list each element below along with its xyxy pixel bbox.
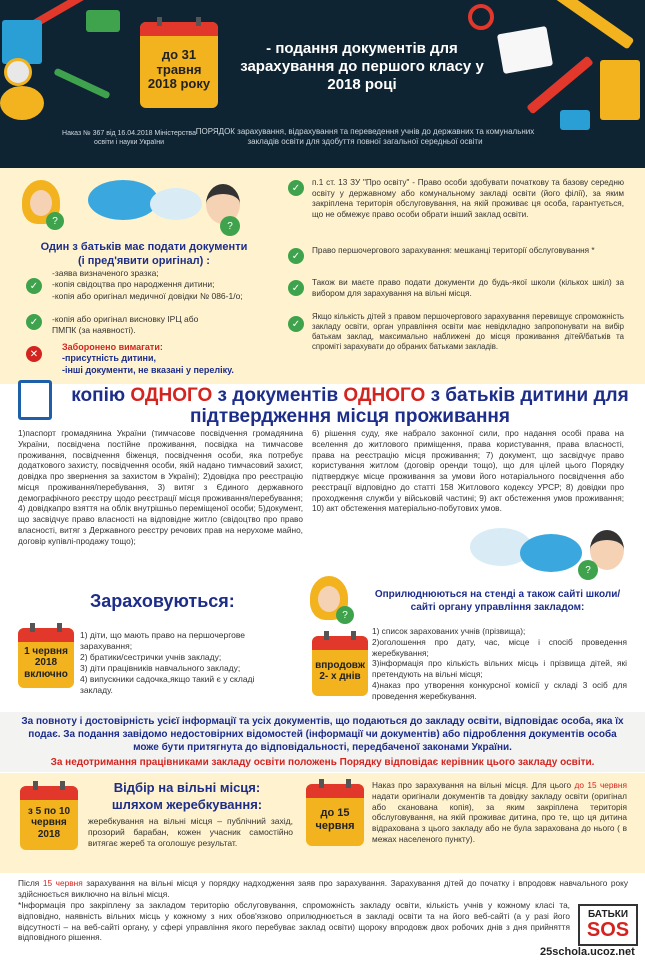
list-item: -інші документи, не вказані у переліку. <box>62 364 234 375</box>
footer-note: *Інформація про закріплену за закладом територію обслуговування, спроможність закладу освіти, кількість учнів у кожному класі та, відповідно, наявність вільних місць у кожному з них обов'язково оприлюднюється в закладі освіти та на його веб-сайті (а у разі його відсутності – на веб-сайті органу, у сфері управління якого перебуває заклад освіти) щороку впродовж двох робочих днів з дня прийняття відповідного рішення. <box>18 900 570 943</box>
question-icon: ? <box>578 560 598 580</box>
check-icon: ✓ <box>288 316 304 332</box>
order-date: до 15 червня <box>574 780 627 790</box>
footer-part: зарахування на вільні місця у порядку надходження заяв про зарахування. Зарахування дітей до початку і впродовж навчального року здійснюється виключно на вільні місця. <box>18 878 628 899</box>
rights-item: Також ви маєте право подати документи до будь-якої школи (кількох шкіл) за вибором для зарахування на вільні місця. <box>312 278 624 298</box>
order-calendar <box>306 784 364 846</box>
calendar-line: до 31 <box>161 46 197 62</box>
order-text-part: Наказ про зарахування на вільні місця. Для цього <box>372 780 575 790</box>
footer-paragraph <box>18 878 628 900</box>
woman-face-icon <box>318 586 340 612</box>
check-icon: ✓ <box>288 248 304 264</box>
calendar-line: червня <box>31 817 67 829</box>
check-icon: ✓ <box>288 280 304 296</box>
page-title: - подання документів для зарахування до першого класу у 2018 році <box>240 40 484 93</box>
list-item: 1) діти, що мають право на першочергове зарахування; <box>80 630 245 652</box>
order-reference: Наказ № 367 від 16.04.2018 Міністерства освіти і науки України <box>62 130 196 146</box>
watermark: 25schola.ucoz.net <box>540 946 635 958</box>
calendar-line: 1 червня <box>24 645 68 657</box>
question-icon: ? <box>46 212 64 230</box>
deadline-calendar <box>140 22 218 108</box>
rights-item: Якщо кількість дітей з правом першочергового зарахування перевищує спроможність закладу освіти, орган управління освіти має невідкладно запропонувати на вибір батькам заклад, максимально наближені до місця проживання дітей/батьків та спроміті зарахувати до обраних батьками закладів. <box>312 312 624 352</box>
calendar-line: включно <box>24 668 68 680</box>
calendar-line: червня <box>315 820 355 832</box>
parent-docs-title: Один з батьків має подати документи <box>40 241 248 253</box>
order-text <box>372 780 627 845</box>
list-item: 4)наказ про утворення конкурсної комісії у складі 3 осіб для проведення жеребкування. <box>372 679 627 701</box>
enroll-title: Зараховуються: <box>90 591 235 611</box>
title-part: ОДНОГО <box>343 385 426 406</box>
list-item: -копія або оригінал висновку ІРЦ або ПМПК (за наявності). <box>52 314 199 336</box>
title-part: копію <box>71 385 131 406</box>
enroll-calendar <box>18 628 74 688</box>
rights-item: Право першочергового зарахування: мешканці території обслуговування * <box>312 246 595 255</box>
calculator-icon <box>600 60 640 120</box>
publish-title: Оприлюднюються на стенді а також сайті школи/сайті органу управління закладом: <box>374 589 621 613</box>
title-part: з документів <box>212 385 344 406</box>
header-banner <box>0 0 645 168</box>
list-item: 2)оголошення про дату, час, місце і спосіб проведення жеребкування; <box>372 636 627 658</box>
list-item: -заява визначеного зразка; <box>52 268 159 278</box>
woman-face-icon <box>30 190 52 216</box>
docs-list-right: 6) рішення суду, яке набрало законної сили, про надання особі права на вселення до житлового приміщення, права користування, права власності, права на реєстрацію місця проживання; 7) документ, що засвідчує право користування житлом (договір оренди тощо), що для цілей цього Порядку підтверджує місце проживання за умови його нотаріального посвідчення або реєстрації відповідно до статті 158 Житлового кодексу УРСР; 8) довідки про проходження служби у військовій частині; 9) акт обстеження умов проживання; 10) акт обстеження матеріально-побутових умов. <box>312 428 624 514</box>
list-item: 3) діти працівників навчального закладу; <box>80 663 241 674</box>
enroll-list <box>80 630 280 696</box>
calendar-line: з 5 по 10 <box>27 805 71 817</box>
batky-sos-logo <box>578 904 638 946</box>
logo-text: БАТЬКИ <box>587 909 629 920</box>
rights-item: п.1 ст. 13 ЗУ "Про освіту" - Право особи здобувати початкову та базову середню освіту у державному або комунальному закладі освіти (його філії), за яким закріплена територія обслуговування, на якій проживає ця особа, гарантується, що не обмежує право особи обрати інший заклад освіти. <box>312 178 624 219</box>
lottery-text: жеребкування на вільні місця – публічний захід, прозорий барабан, кожен учасник самостійно витягає жереб та оголошує результат. <box>88 816 293 849</box>
list-item: 1) список зарахованих учнів (прізвища); <box>372 626 526 636</box>
scissors-icon <box>468 4 494 30</box>
title-part: з батьків дитини для підтвердження місця проживання <box>190 385 629 427</box>
order-text-part: надати оригінали документів та довідку закладу освіти (оригінал або сканована копія), за яким закріплена територія обслуговування, на якій проживає дитина, про те, що ця дитина відрахована з цього закладу або не була зарахована до нього ( в межах населеного пункту). <box>372 790 627 844</box>
footer-part: Після <box>18 878 43 888</box>
paper-icon <box>497 26 553 74</box>
calendar-line: впродовж <box>315 659 365 671</box>
check-icon: ✓ <box>288 180 304 196</box>
calendar-line: до 15 <box>320 807 350 820</box>
ruler-icon <box>546 0 635 50</box>
publish-calendar <box>312 636 368 696</box>
forbidden-title: Заборонено вимагати: <box>62 342 163 352</box>
speech-bubble-icon <box>88 180 158 220</box>
responsibility-red-text: За недотримання працівниками закладу освіти положень Порядку відповідає керівник цього закладу освіти. <box>50 757 595 768</box>
parent-docs-list <box>52 268 292 302</box>
calendar-line: 2018 <box>37 828 61 840</box>
speech-bubble-icon <box>520 534 582 572</box>
check-icon: ✓ <box>26 278 42 294</box>
title-part: ОДНОГО <box>130 385 213 406</box>
speech-bubble-icon <box>150 188 202 220</box>
responsibility-text: За повноту і достовірність усієї інформації та усіх документів, що подаються до закладу освіти, відповідає особа, яка їх подає. За подання завідомо недостовірних відомостей (інформації чи документів) або підроблення документів особа може бути притягнута до відповідальності, передбаченої законами України. <box>21 716 624 753</box>
calendar-line: 2- х днів <box>319 671 361 682</box>
palette-icon <box>0 86 44 120</box>
lottery-calendar <box>20 786 78 850</box>
parent-docs-subtitle: (і пред'явити оригінал) : <box>78 255 210 267</box>
question-icon: ? <box>220 216 240 236</box>
document-icon <box>18 380 52 420</box>
publish-list <box>372 626 627 701</box>
calendar-line: 2018 <box>34 657 58 669</box>
calendar-line: 2018 року <box>147 76 211 92</box>
list-item: 3)інформація про кількість вільних місць і прізвища дітей, які претендують на вільні місця; <box>372 658 627 680</box>
list-item: 2) братики/сестрички учнів закладу; <box>80 652 222 663</box>
book-icon <box>86 10 120 32</box>
list-item: -копія або оригінал медичної довідки № 086-1/о; <box>52 290 243 301</box>
copy-section-title <box>60 386 640 428</box>
procedure-title: ПОРЯДОК зарахування, відрахування та переведення учнів до державних та комунальних закладів освіти для здобуття повної загальної середньої освіти <box>195 127 535 147</box>
docs-list-left: 1)паспорт громадянина України (тимчасове посвідчення громадянина України, посвідчена постійне проживання, посвідка на тимчасове проживання, посвідчення біженця, посвідчення особи, яка потребує додаткового захисту, посвідчення особи, якій надано тимчасовий захист, довідка про звернення за захистом в Україні); 2)довідка про реєстрацію місця проживання/перебування, 3) витяг з Єдиного державного демографічного реєстру щодо реєстрації місця проживання/перебування; 4) довідкапро взяття на облік внутрішньо переміщеної особи; 5)документ, що засвідчує право власності на відповідне житло (свідоцтво про право власності, витяг з Державного реєстру речових прав на нерухоме майно, договір купівлі-продажу тощо); <box>18 428 303 546</box>
logo-text: SOS <box>586 919 630 941</box>
footer-date: 15 червня <box>42 878 83 888</box>
clock-icon <box>4 58 32 86</box>
check-icon: ✓ <box>26 314 42 330</box>
crayon-icon <box>53 68 110 100</box>
lottery-title: Відбір на вільні місця: шляхом жеребкування: <box>111 780 263 812</box>
calendar-line: травня <box>156 61 202 77</box>
list-item: -копія свідоцтва про народження дитини; <box>52 279 215 290</box>
eraser-icon <box>560 110 590 130</box>
notebook-icon <box>2 20 42 64</box>
question-icon: ? <box>336 606 354 624</box>
list-item: 4) випускники садочка,якщо такий є у складі закладу. <box>80 674 255 696</box>
forbidden-list <box>62 353 302 376</box>
forbidden-icon: ✕ <box>26 346 42 362</box>
list-item: -присутність дитини, <box>62 353 157 363</box>
